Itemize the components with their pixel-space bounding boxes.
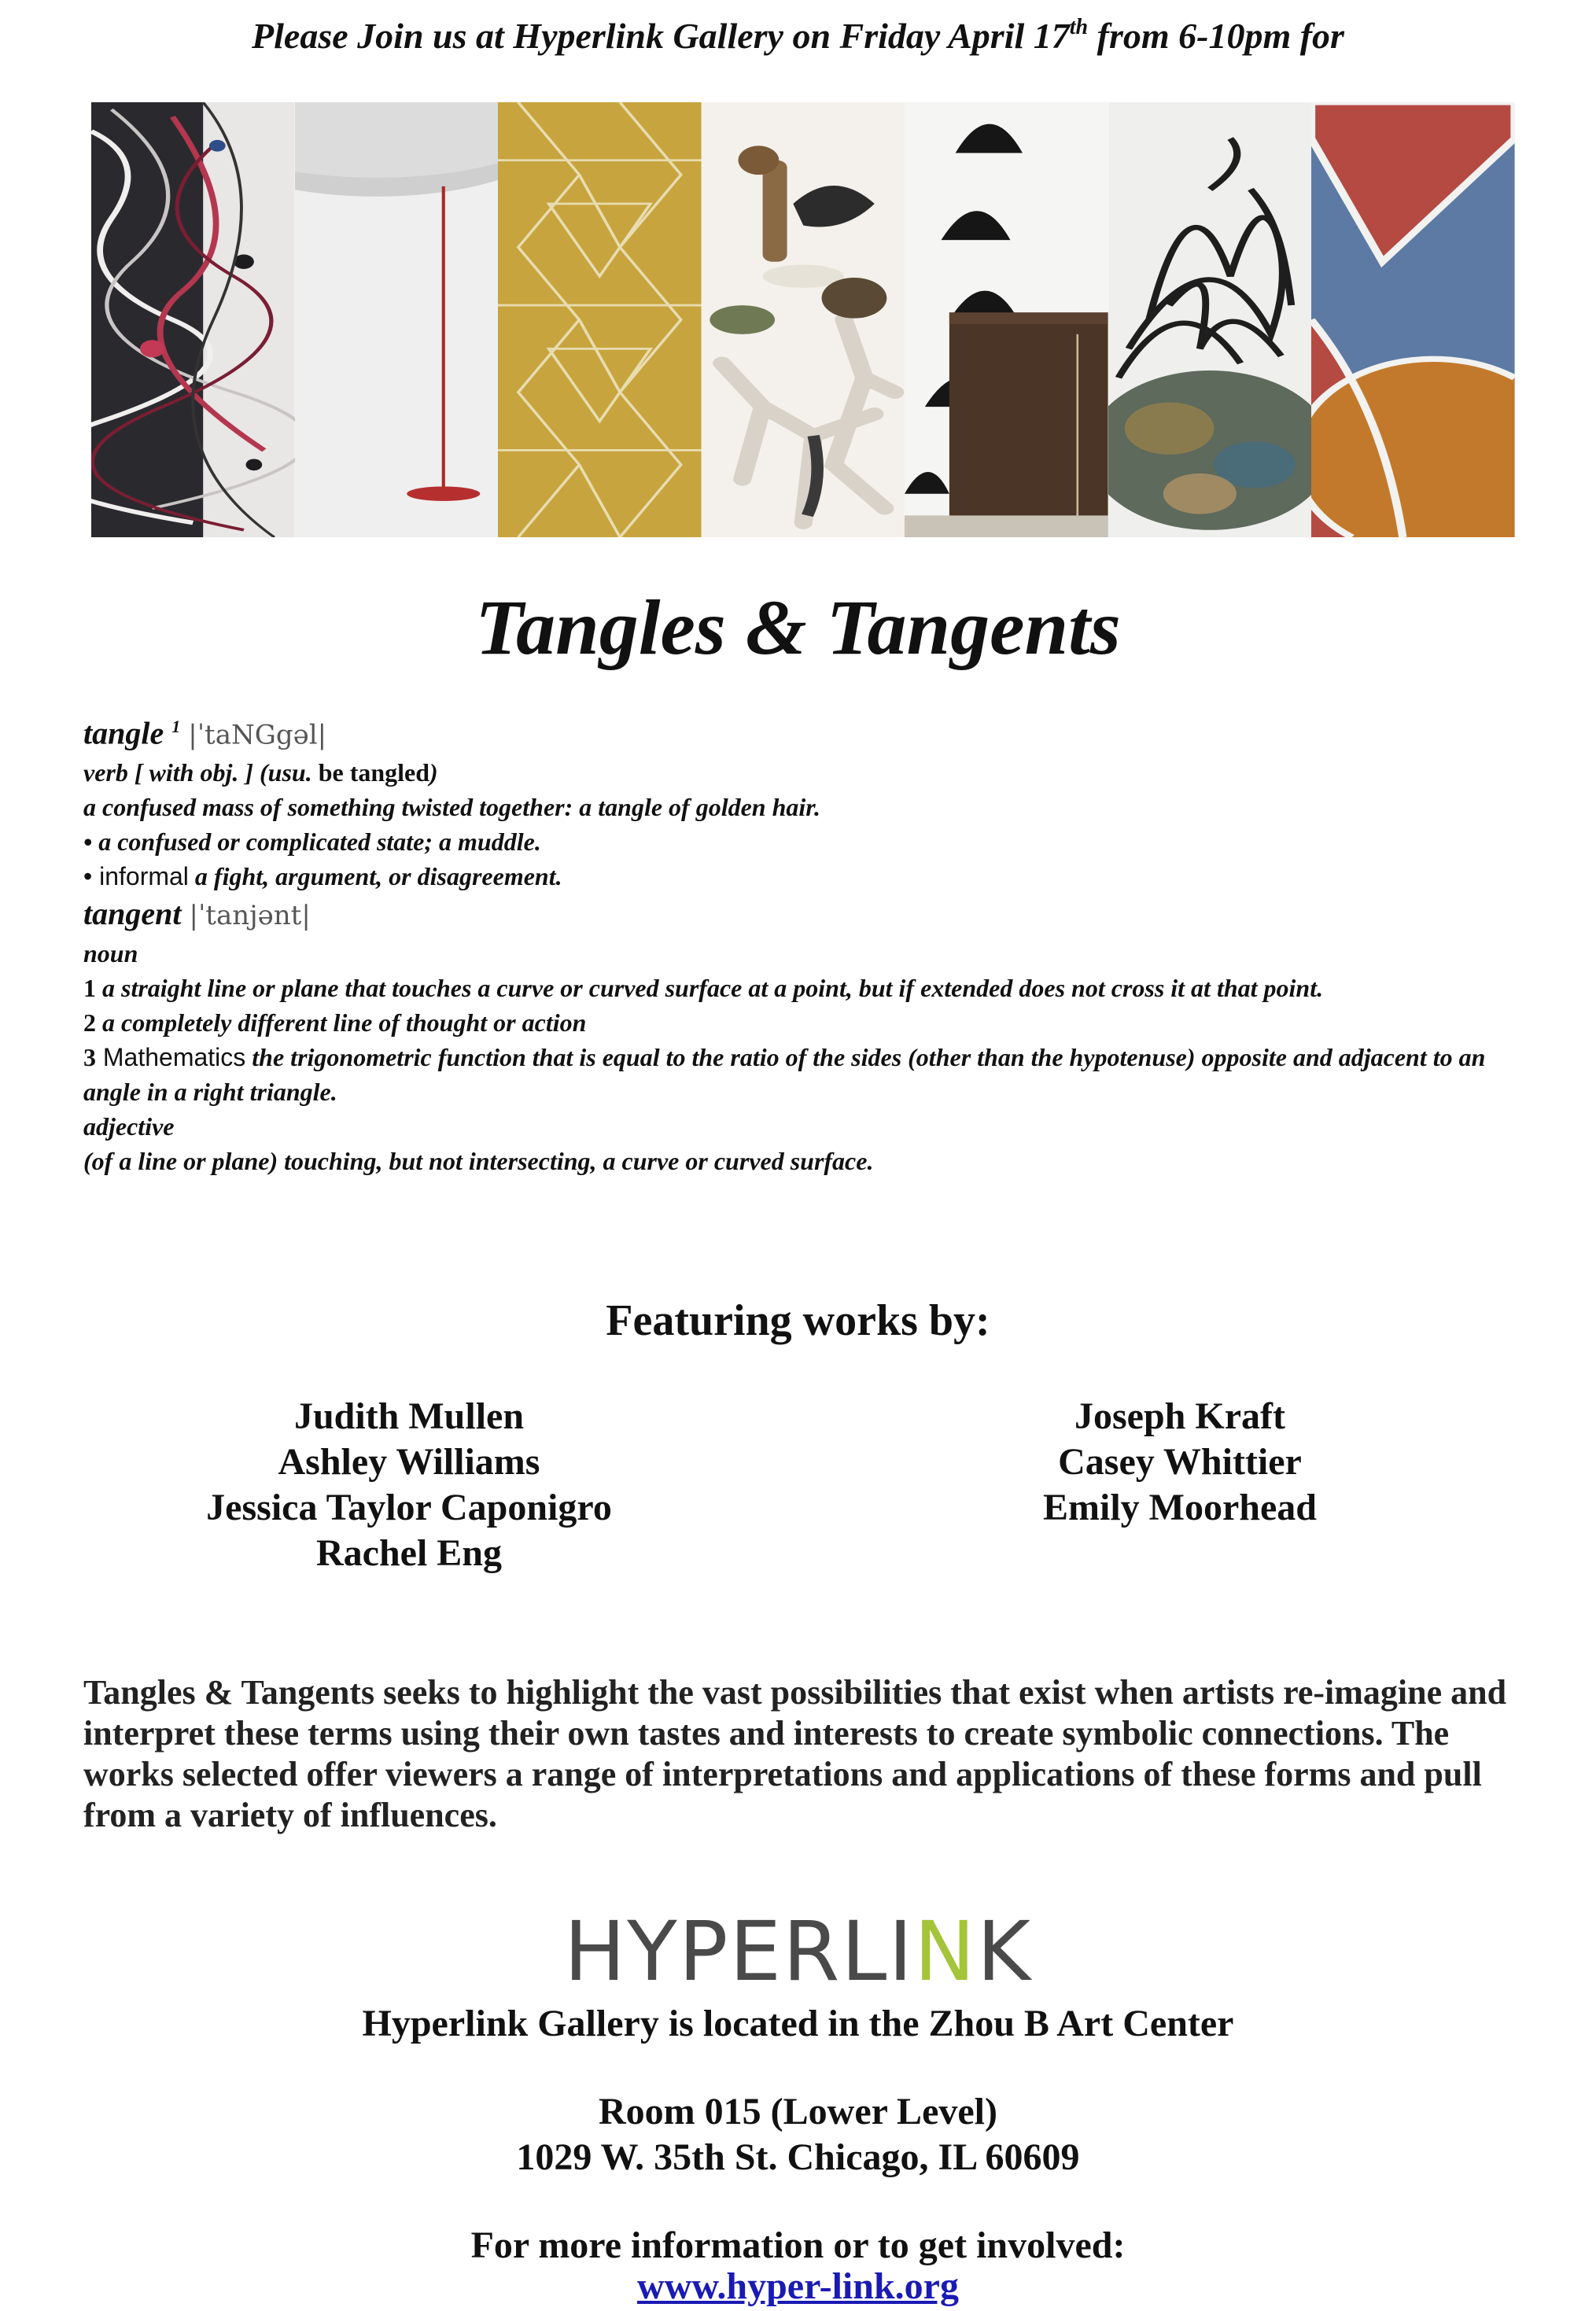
tangent-headword: tangent |ˈtanjənt| [83, 896, 311, 932]
website-link[interactable]: www.hyper-link.org [637, 2265, 959, 2307]
artist-name: Joseph Kraft [1074, 1395, 1285, 1437]
tangle-grammar: verb [ with obj. ] (usu. be tangled) [83, 758, 438, 787]
exhibition-description: Tangles & Tangents seeks to highlight the vast possibilities that exist when artists re-imagine and interpret these terms using their own tastes and interests to create symbolic connections. The works selected offer viewers a range of interpretations and applications of these forms and pull from a variety of influences. [83, 1673, 1507, 1834]
artwork-red-drip-installation [295, 102, 499, 537]
tangent-pos-adjective: adjective [83, 1112, 175, 1141]
artwork-image-strip [91, 102, 1515, 537]
tangent-sense-3: 3 Mathematics the trigonometric function that is equal to the ratio of the sides (other than the hypotenuse) opposite and adjacent to an angle in a right triangle. [83, 1043, 1486, 1107]
artist-name: Judith Mullen [293, 1395, 525, 1437]
dictionary-definitions [83, 706, 1523, 1178]
artist-name: Emily Moorhead [1043, 1487, 1317, 1528]
artwork-splatter-painting [91, 102, 295, 537]
gallery-location-line: Hyperlink Gallery is located in the Zhou B Art Center [362, 2003, 1234, 2044]
tangent-sense-1: 1 a straight line or plane that touches a curve or curved surface at a point, but if extended does not cross it at that point. [83, 974, 1324, 1003]
info-line: For more information or to get involved: [470, 2224, 1126, 2266]
artwork-black-arches-and-box [905, 102, 1108, 537]
tangle-sense-2: • a confused or complicated state; a muddle. [83, 827, 541, 857]
exhibition-title: Tangles & Tangents [475, 584, 1121, 671]
website-row [0, 2264, 1596, 2309]
tangle-sense-3: • informal a fight, argument, or disagreement. [83, 862, 562, 891]
invitation-line: Please Join us at Hyperlink Gallery on Friday April 17th from 6-10pm for [252, 15, 1344, 56]
room-line: Room 015 (Lower Level) [599, 2091, 997, 2132]
artist-list-left [94, 1394, 724, 1576]
tangent-adjective-sense: (of a line or plane) touching, but not intersecting, a curve or curved surface. [83, 1147, 874, 1176]
artist-name: Jessica Taylor Caponigro [206, 1487, 612, 1528]
featuring-heading: Featuring works by: [606, 1296, 990, 1345]
tangle-headword: tangle $^1$ |ˈtaNGgəl| [83, 715, 327, 751]
artwork-ceramic-fungi-sculpture [702, 102, 905, 537]
artist-name: Ashley Williams [278, 1441, 540, 1483]
tangent-pos-noun: noun [83, 939, 138, 968]
artist-list-right [865, 1394, 1495, 1531]
artist-name: Casey Whittier [1058, 1441, 1302, 1483]
hyperlink-logo: HYPERLINK [563, 1904, 1033, 2000]
address-line: 1029 W. 35th St. Chicago, IL 60609 [516, 2136, 1080, 2178]
artwork-tangled-ceramic-sculpture [1108, 102, 1312, 537]
artwork-glitter-geometric-painting [1311, 102, 1515, 537]
artwork-yellow-geometric-painting [498, 102, 702, 537]
tangent-sense-2: 2 a completely different line of thought or action [83, 1008, 587, 1038]
tangle-sense-1: a confused mass of something twisted together: a tangle of golden hair. [83, 793, 820, 822]
artist-name: Rachel Eng [315, 1532, 502, 1574]
